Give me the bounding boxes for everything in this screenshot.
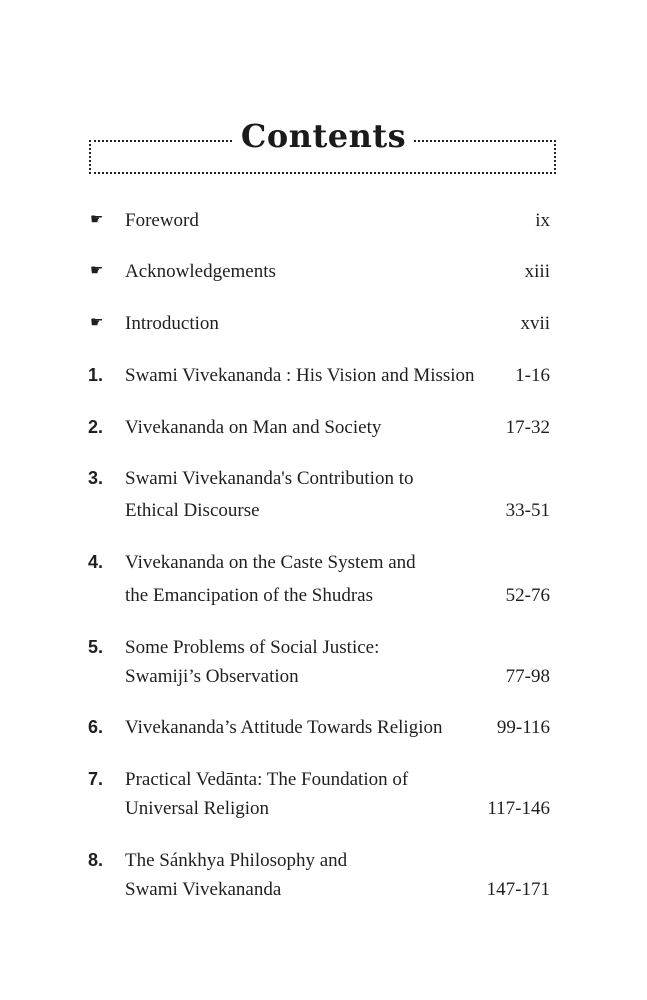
chapter-title-line-1: Practical Vedānta: The Foundation of [125, 769, 409, 790]
chapter-pages: 99-116 [496, 717, 550, 738]
chapter-title-line-1: The Sánkhya Philosophy and [125, 850, 348, 871]
title-frame [89, 140, 556, 174]
chapter-title-line-2: the Emancipation of the Shudras [125, 585, 373, 606]
chapter-number: 8. [88, 850, 104, 870]
entry-label: Acknowledgements [125, 261, 276, 282]
chapter-title-line-1: Swami Vivekananda's Contribution to [125, 468, 414, 489]
chapter-pages: 33-51 [505, 500, 550, 521]
chapter-title-line-2: Universal Religion [125, 798, 270, 819]
chapter-number: 6. [88, 717, 104, 737]
pointing-hand-icon: ☛ [90, 315, 104, 331]
chapter-title: Vivekananda’s Attitude Towards Religion [125, 717, 443, 738]
chapter-pages: 147-171 [486, 879, 550, 900]
chapter-title: Swami Vivekananda : His Vision and Mission [125, 365, 475, 386]
pointing-hand-icon: ☛ [90, 263, 104, 279]
page-title: Contents [233, 116, 414, 156]
chapter-title-line-2: Ethical Discourse [125, 500, 260, 521]
chapter-pages: 17-32 [505, 417, 550, 438]
chapter-pages: 77-98 [505, 666, 550, 687]
chapter-title-line-1: Some Problems of Social Justice: [125, 637, 380, 658]
entry-page: xiii [524, 261, 550, 282]
chapter-number: 1. [88, 365, 104, 385]
chapter-number: 7. [88, 769, 104, 789]
chapter-pages: 1-16 [515, 365, 550, 386]
chapter-pages: 117-146 [487, 798, 550, 819]
entry-page: ix [535, 210, 550, 231]
chapter-number: 5. [88, 637, 104, 657]
entry-page: xvii [520, 313, 550, 334]
chapter-title: Vivekananda on Man and Society [125, 417, 382, 438]
entry-label: Foreword [125, 210, 199, 231]
chapter-title-line-2: Swami Vivekananda [125, 879, 282, 900]
chapter-pages: 52-76 [505, 585, 550, 606]
entry-label: Introduction [125, 313, 219, 334]
pointing-hand-icon: ☛ [90, 212, 104, 228]
chapter-title-line-2: Swamiji’s Observation [125, 666, 299, 687]
chapter-number: 2. [88, 417, 104, 437]
chapter-number: 4. [88, 552, 104, 572]
chapter-number: 3. [88, 468, 104, 488]
chapter-title-line-1: Vivekananda on the Caste System and [125, 552, 416, 573]
